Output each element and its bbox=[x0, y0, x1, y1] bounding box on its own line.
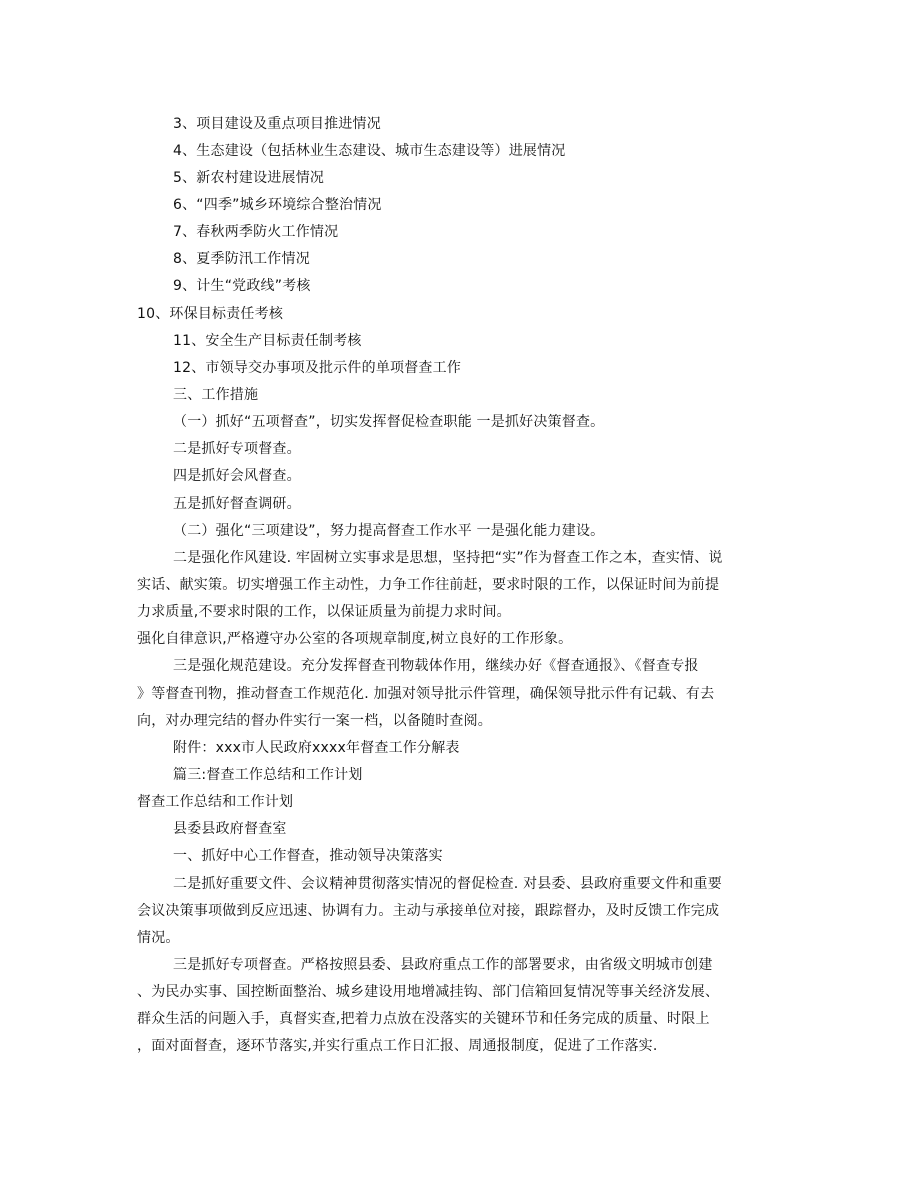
paragraph-line: 二是抓好重要文件、会议精神贯彻落实情况的督促检查. 对县委、县政府重要文件和重要 bbox=[173, 876, 722, 892]
paragraph-line: 二是抓好专项督查。 bbox=[173, 441, 301, 457]
document-title: 督查工作总结和工作计划 bbox=[137, 794, 294, 810]
paragraph-line: 五是抓好督查调研。 bbox=[173, 496, 301, 512]
author-line: 县委县政府督查室 bbox=[173, 821, 287, 837]
paragraph-line: 、为民办实事、国控断面整治、城乡建设用地增减挂钩、部门信箱回复情况等事关经济发展、 bbox=[137, 984, 720, 1000]
paragraph-line: 情况。 bbox=[137, 930, 180, 946]
list-item-3: 3、项目建设及重点项目推进情况 bbox=[173, 116, 381, 132]
list-item-11: 11、安全生产目标责任制考核 bbox=[173, 333, 362, 349]
paragraph-line: 三是抓好专项督查。严格按照县委、县政府重点工作的部署要求，由省级文明城市创建 bbox=[173, 957, 713, 973]
paragraph-line: 群众生活的问题入手，真督实查,把着力点放在没落实的关键环节和任务完成的质量、时限上 bbox=[137, 1011, 710, 1027]
list-item-5: 5、新农村建设进展情况 bbox=[173, 170, 325, 186]
paragraph-line: 二是强化作风建设. 牢固树立实事求是思想，坚持把“实”作为督查工作之本，查实情、说 bbox=[173, 550, 723, 566]
list-item-4: 4、生态建设（包括林业生态建设、城市生态建设等）进展情况 bbox=[173, 143, 566, 159]
list-item-6: 6、“四季”城乡环境综合整治情况 bbox=[173, 197, 382, 213]
paragraph-line: 向，对办理完结的督办件实行一案一档，以备随时查阅。 bbox=[137, 713, 492, 729]
paragraph-line: 实话、献实策。切实增强工作主动性，力争工作往前赶，要求时限的工作，以保证时间为前提 bbox=[137, 577, 720, 593]
list-item-10: 10、环保目标责任考核 bbox=[137, 306, 284, 322]
list-item-12: 12、市领导交办事项及批示件的单项督查工作 bbox=[173, 360, 462, 376]
list-item-7: 7、春秋两季防火工作情况 bbox=[173, 224, 339, 240]
list-item-8: 8、夏季防汛工作情况 bbox=[173, 251, 310, 267]
list-item-9: 9、计生“党政线”考核 bbox=[173, 278, 311, 294]
paragraph-line: 三是强化规范建设。充分发挥督查刊物载体作用，继续办好《督查通报》、《督查专报 bbox=[173, 658, 699, 674]
paragraph-line: 强化自律意识,严格遵守办公室的各项规章制度,树立良好的工作形象。 bbox=[137, 631, 573, 647]
paragraph-line: （二）强化“三项建设”，努力提高督查工作水平 一是强化能力建设。 bbox=[173, 523, 605, 539]
paragraph-line: 力求质量,不要求时限的工作，以保证质量为前提力求时间。 bbox=[137, 604, 511, 620]
paragraph-line: 四是抓好会风督查。 bbox=[173, 468, 301, 484]
paragraph-line: ，面对面督查，逐环节落实,并实行重点工作日汇报、周通报制度，促进了工作落实. bbox=[137, 1038, 658, 1054]
paragraph-line: 会议决策事项做到反应迅速、协调有力。主动与承接单位对接，跟踪督办，及时反馈工作完成 bbox=[137, 903, 720, 919]
attachment-line: 附件：xxx市人民政府xxxx年督查工作分解表 bbox=[173, 740, 460, 756]
paragraph-line: （一）抓好“五项督查”，切实发挥督促检查职能 一是抓好决策督查。 bbox=[173, 414, 605, 430]
chapter-title: 篇三:督查工作总结和工作计划 bbox=[173, 767, 363, 783]
paragraph-line: 》等督查刊物，推动督查工作规范化. 加强对领导批示件管理，确保领导批示件有记载、有去 bbox=[137, 686, 715, 702]
section-heading: 三、工作措施 bbox=[173, 387, 259, 403]
section-heading: 一、抓好中心工作督查，推动领导决策落实 bbox=[173, 848, 443, 864]
